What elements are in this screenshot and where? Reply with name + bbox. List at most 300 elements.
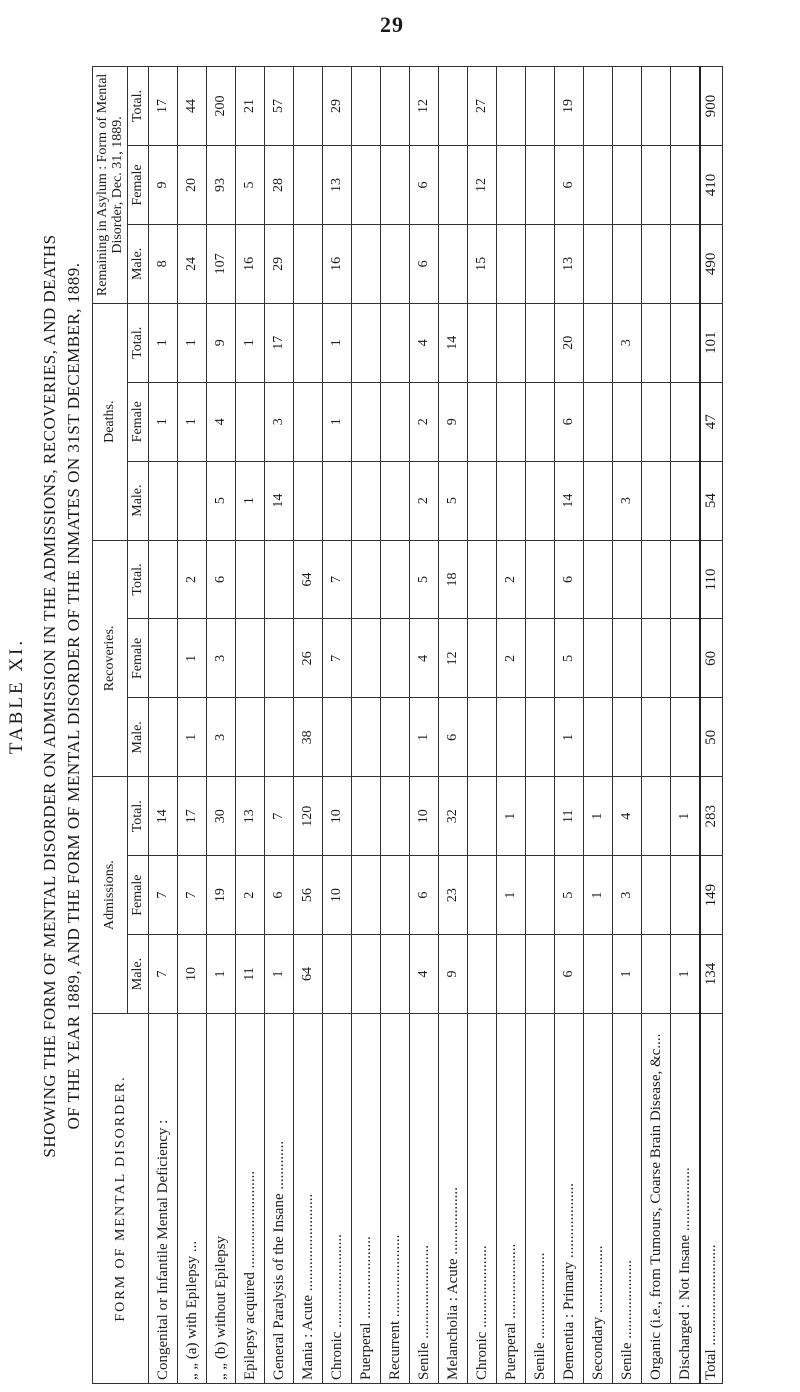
count-cell: 1 bbox=[671, 777, 701, 856]
table-body bbox=[149, 67, 723, 1384]
form-header: FORM OF MENTAL DISORDER. bbox=[93, 1014, 149, 1384]
male-header: Male. bbox=[128, 224, 149, 303]
count-cell bbox=[352, 382, 381, 461]
count-cell bbox=[468, 540, 497, 619]
table-title-line-1: SHOWING THE FORM OF MENTAL DISORDER ON ADMISSION IN THE ADMISSIONS, RECOVERIES, AND DEATHS bbox=[40, 234, 59, 1158]
count-cell bbox=[294, 303, 323, 382]
count-cell bbox=[497, 382, 526, 461]
count-cell bbox=[294, 67, 323, 146]
disorder-label: Discharged : Not Insane ................. bbox=[671, 1014, 701, 1384]
count-cell: 3 bbox=[613, 856, 642, 935]
count-cell: 54 bbox=[700, 461, 723, 540]
female-header: Female bbox=[128, 146, 149, 225]
male-header: Male. bbox=[128, 698, 149, 777]
count-cell bbox=[381, 67, 410, 146]
count-cell: 7 bbox=[323, 619, 352, 698]
count-cell bbox=[381, 224, 410, 303]
count-cell bbox=[497, 935, 526, 1014]
count-cell bbox=[149, 619, 178, 698]
count-cell: 120 bbox=[294, 777, 323, 856]
count-cell bbox=[468, 856, 497, 935]
disorder-label: Organic (i.e., from Tumours, Coarse Brain Disease, &c.... bbox=[642, 1014, 671, 1384]
mental-disorder-table bbox=[92, 66, 723, 1384]
count-cell: 19 bbox=[207, 856, 236, 935]
count-cell: 13 bbox=[555, 224, 584, 303]
count-cell: 1 bbox=[236, 461, 265, 540]
count-cell: 5 bbox=[439, 461, 468, 540]
count-cell bbox=[294, 224, 323, 303]
count-cell bbox=[236, 619, 265, 698]
count-cell: 9 bbox=[207, 303, 236, 382]
count-cell: 410 bbox=[700, 146, 723, 225]
count-cell bbox=[149, 540, 178, 619]
count-cell bbox=[236, 540, 265, 619]
count-cell bbox=[671, 382, 701, 461]
count-cell bbox=[352, 461, 381, 540]
count-cell: 5 bbox=[207, 461, 236, 540]
count-cell: 44 bbox=[178, 67, 207, 146]
disorder-label: Senile ......................... bbox=[410, 1014, 439, 1384]
count-cell: 17 bbox=[265, 303, 294, 382]
count-cell bbox=[439, 146, 468, 225]
count-cell bbox=[265, 540, 294, 619]
disorder-label: Senile ..................... bbox=[613, 1014, 642, 1384]
count-cell: 26 bbox=[294, 619, 323, 698]
count-cell: 9 bbox=[439, 935, 468, 1014]
count-cell: 28 bbox=[265, 146, 294, 225]
male-header: Male. bbox=[128, 935, 149, 1014]
count-cell: 10 bbox=[323, 856, 352, 935]
count-cell: 17 bbox=[149, 67, 178, 146]
count-cell: 1 bbox=[323, 382, 352, 461]
count-cell bbox=[381, 303, 410, 382]
count-cell: 17 bbox=[178, 777, 207, 856]
table-row bbox=[584, 67, 613, 1384]
count-cell bbox=[381, 619, 410, 698]
table-row bbox=[468, 67, 497, 1384]
count-cell: 7 bbox=[265, 777, 294, 856]
count-cell bbox=[294, 146, 323, 225]
count-cell: 20 bbox=[555, 303, 584, 382]
table-row bbox=[149, 67, 178, 1384]
count-cell: 7 bbox=[323, 540, 352, 619]
count-cell: 47 bbox=[700, 382, 723, 461]
count-cell bbox=[439, 224, 468, 303]
count-cell bbox=[381, 935, 410, 1014]
count-cell bbox=[526, 935, 555, 1014]
count-cell bbox=[236, 382, 265, 461]
table-row bbox=[323, 67, 352, 1384]
count-cell bbox=[671, 461, 701, 540]
count-cell: 6 bbox=[410, 224, 439, 303]
count-cell bbox=[642, 146, 671, 225]
count-cell: 1 bbox=[323, 303, 352, 382]
count-cell bbox=[642, 382, 671, 461]
count-cell bbox=[671, 698, 701, 777]
count-cell: 2 bbox=[410, 382, 439, 461]
count-cell: 6 bbox=[439, 698, 468, 777]
count-cell bbox=[584, 461, 613, 540]
count-cell bbox=[381, 777, 410, 856]
count-cell: 12 bbox=[410, 67, 439, 146]
count-cell bbox=[584, 540, 613, 619]
count-cell bbox=[671, 224, 701, 303]
count-cell bbox=[352, 67, 381, 146]
count-cell: 6 bbox=[555, 540, 584, 619]
count-cell bbox=[642, 67, 671, 146]
count-cell bbox=[468, 698, 497, 777]
disorder-label: Chronic ......................... bbox=[323, 1014, 352, 1384]
count-cell: 6 bbox=[555, 146, 584, 225]
count-cell bbox=[642, 461, 671, 540]
table-row bbox=[294, 67, 323, 1384]
count-cell: 23 bbox=[439, 856, 468, 935]
count-cell bbox=[642, 698, 671, 777]
count-cell: 3 bbox=[265, 382, 294, 461]
count-cell: 200 bbox=[207, 67, 236, 146]
table-row bbox=[207, 67, 236, 1384]
count-cell bbox=[352, 698, 381, 777]
count-cell: 38 bbox=[294, 698, 323, 777]
count-cell bbox=[671, 303, 701, 382]
male-header: Male. bbox=[128, 461, 149, 540]
count-cell bbox=[584, 146, 613, 225]
count-cell bbox=[439, 67, 468, 146]
count-cell: 4 bbox=[410, 619, 439, 698]
count-cell bbox=[613, 619, 642, 698]
count-cell bbox=[526, 540, 555, 619]
count-cell bbox=[468, 777, 497, 856]
table-row bbox=[526, 67, 555, 1384]
table-title-line-2: OF THE YEAR 1889, AND THE FORM OF MENTAL DISORDER OF THE INMATES ON 31ST DECEMBER, 1889. bbox=[64, 262, 83, 1130]
count-cell: 1 bbox=[178, 698, 207, 777]
count-cell: 64 bbox=[294, 540, 323, 619]
disorder-label: Puerperal ...................... bbox=[352, 1014, 381, 1384]
disorder-label: Melancholia : Acute .................. bbox=[439, 1014, 468, 1384]
group-header-row bbox=[93, 67, 128, 1384]
count-cell: 32 bbox=[439, 777, 468, 856]
count-cell bbox=[352, 856, 381, 935]
count-cell: 12 bbox=[439, 619, 468, 698]
count-cell: 9 bbox=[439, 382, 468, 461]
count-cell: 1 bbox=[555, 698, 584, 777]
count-cell: 1 bbox=[207, 935, 236, 1014]
female-header: Female bbox=[128, 856, 149, 935]
count-cell bbox=[265, 698, 294, 777]
count-cell bbox=[352, 935, 381, 1014]
count-cell bbox=[294, 382, 323, 461]
count-cell: 1 bbox=[236, 303, 265, 382]
count-cell bbox=[497, 67, 526, 146]
table-row bbox=[381, 67, 410, 1384]
count-cell bbox=[613, 382, 642, 461]
count-cell: 4 bbox=[613, 777, 642, 856]
count-cell bbox=[352, 303, 381, 382]
count-cell bbox=[526, 856, 555, 935]
count-cell: 900 bbox=[700, 67, 723, 146]
count-cell bbox=[671, 856, 701, 935]
count-cell bbox=[381, 856, 410, 935]
count-cell: 6 bbox=[410, 856, 439, 935]
count-cell: 5 bbox=[555, 619, 584, 698]
count-cell bbox=[642, 540, 671, 619]
count-cell: 14 bbox=[149, 777, 178, 856]
disorder-label: Chronic ...................... bbox=[468, 1014, 497, 1384]
count-cell: 1 bbox=[410, 698, 439, 777]
count-cell bbox=[497, 461, 526, 540]
disorder-label: „ „ (a) with Epilepsy ... bbox=[178, 1014, 207, 1384]
count-cell: 11 bbox=[555, 777, 584, 856]
count-cell: 14 bbox=[439, 303, 468, 382]
count-cell: 1 bbox=[497, 777, 526, 856]
disorder-label: „ „ (b) without Epilepsy bbox=[207, 1014, 236, 1384]
count-cell: 1 bbox=[178, 619, 207, 698]
count-cell: 1 bbox=[584, 856, 613, 935]
count-cell bbox=[526, 382, 555, 461]
count-cell bbox=[526, 698, 555, 777]
count-cell bbox=[497, 224, 526, 303]
count-cell bbox=[468, 619, 497, 698]
female-header: Female bbox=[128, 619, 149, 698]
disorder-label: Secondary .................. bbox=[584, 1014, 613, 1384]
count-cell bbox=[352, 146, 381, 225]
table-row bbox=[439, 67, 468, 1384]
count-cell: 5 bbox=[555, 856, 584, 935]
count-cell bbox=[584, 67, 613, 146]
count-cell: 1 bbox=[497, 856, 526, 935]
table-row bbox=[265, 67, 294, 1384]
count-cell: 134 bbox=[700, 935, 723, 1014]
count-cell: 4 bbox=[410, 935, 439, 1014]
total-header: Total. bbox=[128, 540, 149, 619]
disorder-label: Epilepsy acquired .......................... bbox=[236, 1014, 265, 1384]
count-cell bbox=[352, 777, 381, 856]
disorder-label: Senile ....................... bbox=[526, 1014, 555, 1384]
count-cell: 10 bbox=[178, 935, 207, 1014]
count-cell: 29 bbox=[323, 67, 352, 146]
count-cell bbox=[584, 303, 613, 382]
count-cell bbox=[381, 461, 410, 540]
count-cell: 15 bbox=[468, 224, 497, 303]
count-cell: 6 bbox=[555, 382, 584, 461]
admissions-header: Admissions. bbox=[93, 777, 128, 1014]
table-row bbox=[671, 67, 701, 1384]
count-cell bbox=[236, 698, 265, 777]
count-cell bbox=[178, 461, 207, 540]
count-cell: 10 bbox=[410, 777, 439, 856]
count-cell: 283 bbox=[700, 777, 723, 856]
count-cell: 6 bbox=[265, 856, 294, 935]
count-cell: 3 bbox=[613, 461, 642, 540]
count-cell: 16 bbox=[236, 224, 265, 303]
count-cell: 8 bbox=[149, 224, 178, 303]
count-cell bbox=[497, 303, 526, 382]
count-cell: 1 bbox=[584, 777, 613, 856]
count-cell: 9 bbox=[149, 146, 178, 225]
table-row bbox=[642, 67, 671, 1384]
count-cell bbox=[352, 224, 381, 303]
count-cell bbox=[584, 935, 613, 1014]
count-cell: 20 bbox=[178, 146, 207, 225]
count-cell: 11 bbox=[236, 935, 265, 1014]
count-cell bbox=[671, 146, 701, 225]
count-cell bbox=[584, 619, 613, 698]
count-cell: 2 bbox=[497, 619, 526, 698]
count-cell: 21 bbox=[236, 67, 265, 146]
count-cell: 27 bbox=[468, 67, 497, 146]
count-cell bbox=[497, 146, 526, 225]
count-cell bbox=[584, 382, 613, 461]
count-cell bbox=[613, 540, 642, 619]
count-cell bbox=[671, 67, 701, 146]
recoveries-header: Recoveries. bbox=[93, 540, 128, 777]
count-cell: 1 bbox=[265, 935, 294, 1014]
count-cell: 2 bbox=[236, 856, 265, 935]
count-cell bbox=[323, 935, 352, 1014]
count-cell: 7 bbox=[178, 856, 207, 935]
count-cell bbox=[381, 698, 410, 777]
table-row bbox=[613, 67, 642, 1384]
count-cell: 2 bbox=[497, 540, 526, 619]
count-cell bbox=[642, 303, 671, 382]
count-cell bbox=[323, 698, 352, 777]
count-cell bbox=[149, 698, 178, 777]
count-cell bbox=[642, 935, 671, 1014]
disorder-label: Total ........................... bbox=[700, 1014, 723, 1384]
count-cell bbox=[613, 698, 642, 777]
count-cell: 3 bbox=[207, 698, 236, 777]
count-cell: 3 bbox=[207, 619, 236, 698]
count-cell: 29 bbox=[265, 224, 294, 303]
count-cell: 60 bbox=[700, 619, 723, 698]
count-cell bbox=[526, 224, 555, 303]
count-cell: 4 bbox=[207, 382, 236, 461]
count-cell bbox=[381, 540, 410, 619]
count-cell: 18 bbox=[439, 540, 468, 619]
count-cell: 7 bbox=[149, 935, 178, 1014]
count-cell bbox=[149, 461, 178, 540]
table-row bbox=[555, 67, 584, 1384]
deaths-header: Deaths. bbox=[93, 303, 128, 540]
count-cell: 50 bbox=[700, 698, 723, 777]
count-cell: 2 bbox=[178, 540, 207, 619]
female-header: Female bbox=[128, 382, 149, 461]
count-cell bbox=[642, 619, 671, 698]
count-cell: 101 bbox=[700, 303, 723, 382]
count-cell bbox=[671, 540, 701, 619]
count-cell: 490 bbox=[700, 224, 723, 303]
count-cell: 64 bbox=[294, 935, 323, 1014]
count-cell bbox=[265, 619, 294, 698]
count-cell bbox=[526, 303, 555, 382]
count-cell: 10 bbox=[323, 777, 352, 856]
count-cell: 4 bbox=[410, 303, 439, 382]
count-cell bbox=[526, 461, 555, 540]
count-cell: 149 bbox=[700, 856, 723, 935]
count-cell bbox=[671, 619, 701, 698]
count-cell bbox=[642, 856, 671, 935]
table-row bbox=[410, 67, 439, 1384]
count-cell: 13 bbox=[323, 146, 352, 225]
count-cell: 107 bbox=[207, 224, 236, 303]
count-cell bbox=[642, 224, 671, 303]
count-cell: 93 bbox=[207, 146, 236, 225]
count-cell: 6 bbox=[555, 935, 584, 1014]
count-cell bbox=[468, 303, 497, 382]
total-row bbox=[700, 67, 723, 1384]
count-cell: 7 bbox=[149, 856, 178, 935]
count-cell: 56 bbox=[294, 856, 323, 935]
count-cell: 1 bbox=[149, 382, 178, 461]
table-row bbox=[236, 67, 265, 1384]
count-cell bbox=[526, 67, 555, 146]
count-cell: 110 bbox=[700, 540, 723, 619]
count-cell: 1 bbox=[178, 382, 207, 461]
count-cell: 24 bbox=[178, 224, 207, 303]
count-cell bbox=[468, 382, 497, 461]
disorder-label: Mania : Acute .......................... bbox=[294, 1014, 323, 1384]
count-cell: 19 bbox=[555, 67, 584, 146]
table-row bbox=[178, 67, 207, 1384]
count-cell: 3 bbox=[613, 303, 642, 382]
count-cell: 1 bbox=[613, 935, 642, 1014]
heading-block bbox=[6, 0, 86, 1392]
count-cell bbox=[526, 146, 555, 225]
count-cell: 1 bbox=[149, 303, 178, 382]
count-cell: 30 bbox=[207, 777, 236, 856]
page-number: 29 bbox=[380, 12, 404, 37]
disorder-label: Puerperal .................... bbox=[497, 1014, 526, 1384]
count-cell bbox=[526, 619, 555, 698]
count-cell bbox=[584, 224, 613, 303]
count-cell bbox=[468, 461, 497, 540]
count-cell bbox=[381, 146, 410, 225]
count-cell bbox=[294, 461, 323, 540]
count-cell: 14 bbox=[265, 461, 294, 540]
count-cell bbox=[642, 777, 671, 856]
count-cell: 14 bbox=[555, 461, 584, 540]
count-cell: 57 bbox=[265, 67, 294, 146]
table-row bbox=[497, 67, 526, 1384]
remaining-header: Remaining in Asylum : Form of Mental Disorder, Dec. 31, 1889. bbox=[93, 67, 128, 304]
table-row bbox=[352, 67, 381, 1384]
count-cell bbox=[352, 540, 381, 619]
count-cell: 1 bbox=[671, 935, 701, 1014]
count-cell bbox=[613, 146, 642, 225]
total-header: Total. bbox=[128, 67, 149, 146]
disorder-label: Recurrent ...................... bbox=[381, 1014, 410, 1384]
count-cell: 5 bbox=[410, 540, 439, 619]
count-cell bbox=[613, 224, 642, 303]
count-cell bbox=[352, 619, 381, 698]
count-cell bbox=[584, 698, 613, 777]
total-header: Total. bbox=[128, 303, 149, 382]
disorder-label: General Paralysis of the Insane ............. bbox=[265, 1014, 294, 1384]
disorder-label: Dementia : Primary .................... bbox=[555, 1014, 584, 1384]
total-header: Total. bbox=[128, 777, 149, 856]
count-cell bbox=[497, 698, 526, 777]
count-cell: 2 bbox=[410, 461, 439, 540]
count-cell: 6 bbox=[207, 540, 236, 619]
disorder-label: Congenital or Infantile Mental Deficiency : bbox=[149, 1014, 178, 1384]
count-cell bbox=[526, 777, 555, 856]
count-cell: 1 bbox=[178, 303, 207, 382]
count-cell: 13 bbox=[236, 777, 265, 856]
count-cell bbox=[381, 382, 410, 461]
count-cell bbox=[613, 67, 642, 146]
count-cell: 12 bbox=[468, 146, 497, 225]
count-cell bbox=[468, 935, 497, 1014]
